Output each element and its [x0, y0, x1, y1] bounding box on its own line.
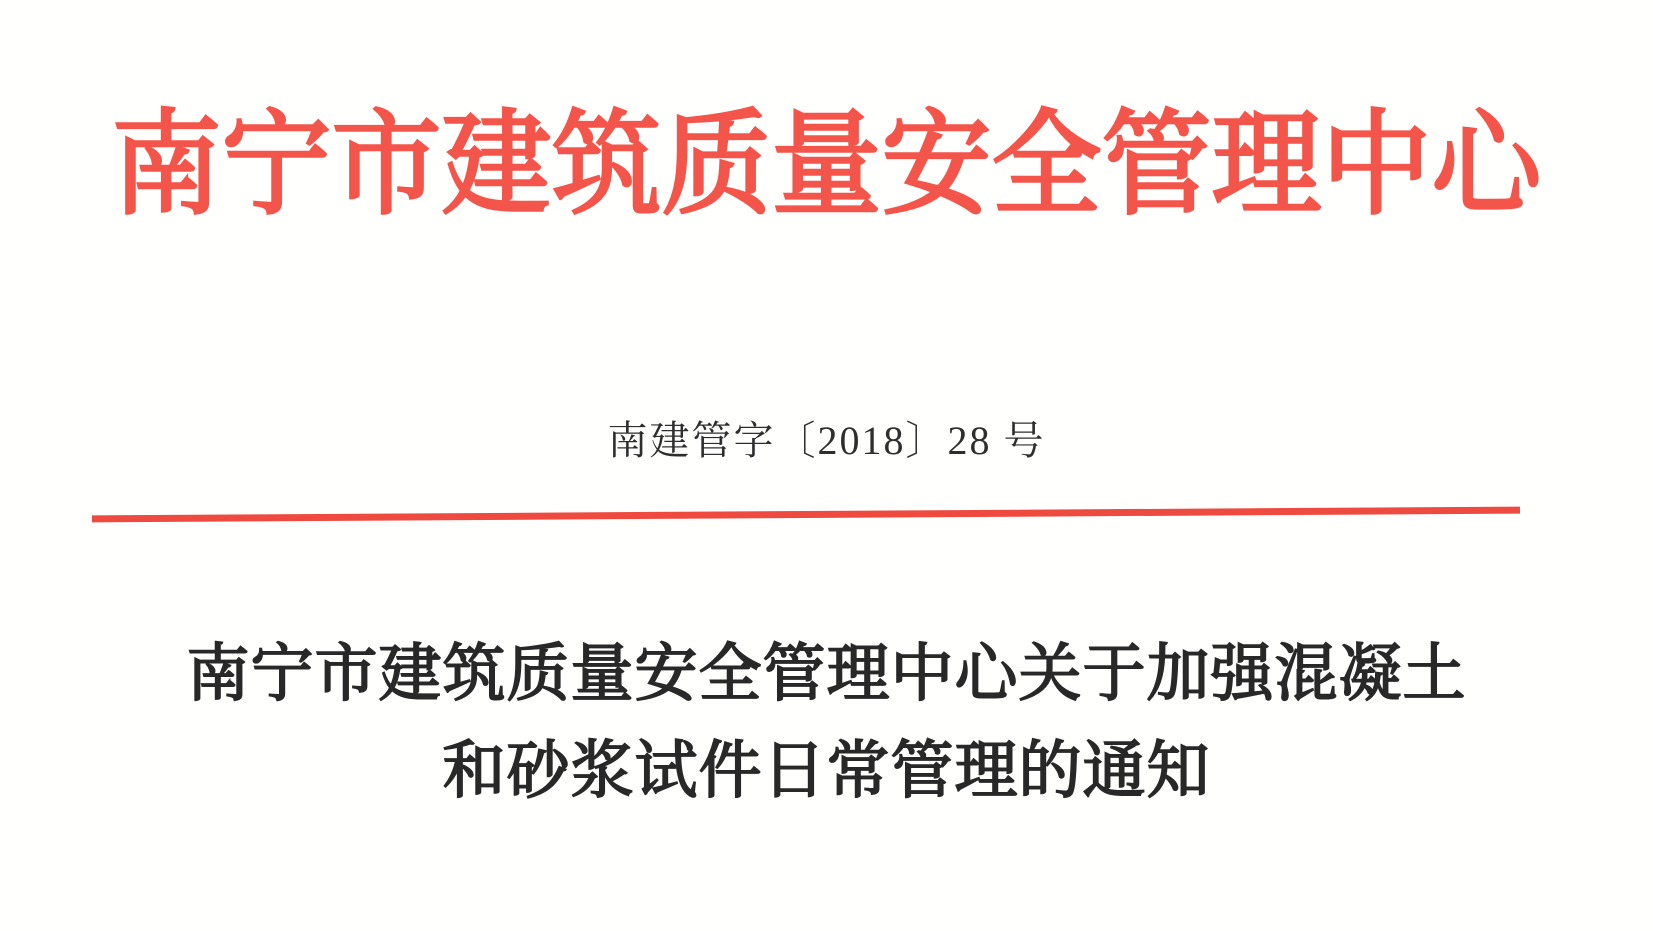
notice-title-line2: 和砂浆试件日常管理的通知 [442, 736, 1211, 806]
document-reference-number: 南建管字〔2018〕28 号 [607, 418, 1046, 463]
notice-title [0, 626, 1653, 820]
red-divider-rule [92, 507, 1520, 523]
agency-letterhead-title: 南宁市建筑质量安全管理中心 [111, 102, 1542, 229]
notice-title-line1: 南宁市建筑质量安全管理中心关于加强混凝土 [186, 639, 1467, 709]
